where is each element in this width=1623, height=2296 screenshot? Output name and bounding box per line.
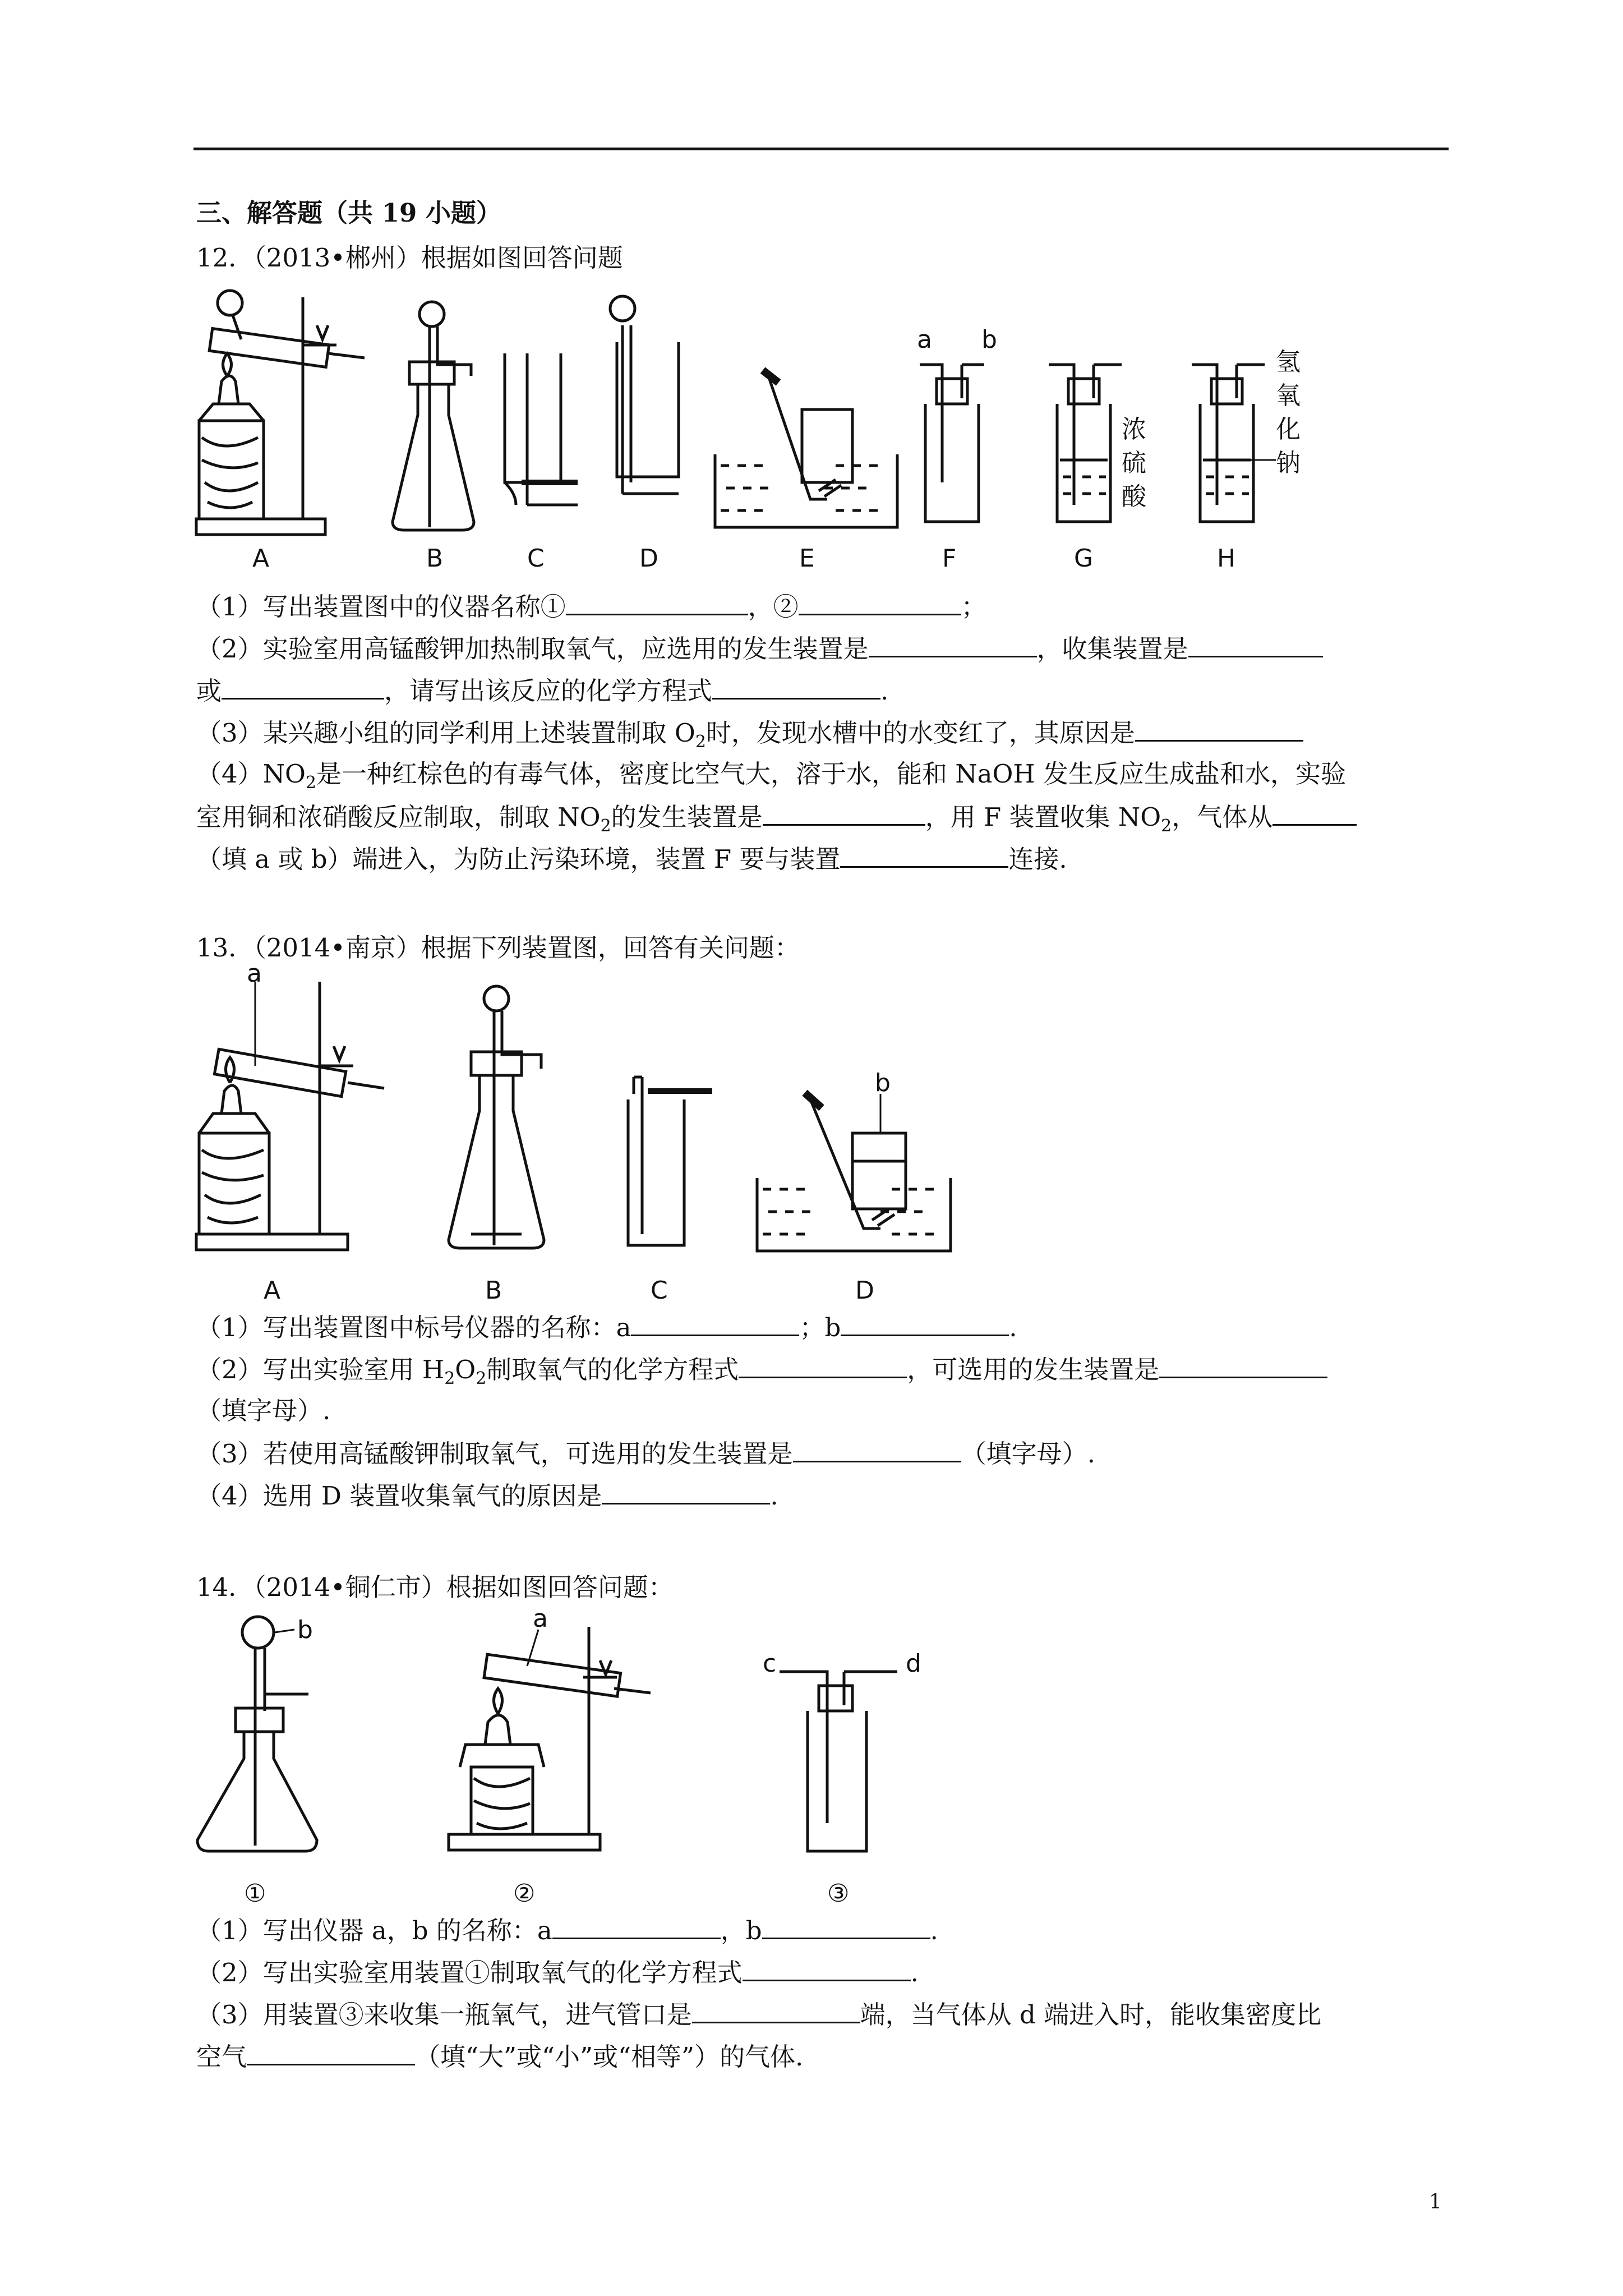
q12-blank-5[interactable] — [222, 673, 384, 700]
q12-h-char3: 化 — [1276, 415, 1301, 444]
q14-blank-2[interactable] — [762, 1913, 930, 1939]
q12-tag-b: b — [981, 325, 997, 354]
q12-apparatus-h — [1192, 365, 1276, 522]
page-number: 1 — [1429, 2191, 1442, 2214]
q13-apparatus-b — [449, 986, 544, 1248]
q14-label-3: ③ — [827, 1879, 850, 1908]
q13-tag-b: b — [875, 1069, 891, 1097]
q12-blank-8[interactable] — [763, 799, 925, 826]
q13-line4: （3）若使用高锰酸钾制取氧气，可选用的发生装置是 （填字母）. — [196, 1436, 1095, 1471]
q12-blank-4[interactable] — [1188, 631, 1323, 657]
q14-blank-3[interactable] — [743, 1955, 911, 1981]
q13-line3: （填字母）. — [196, 1396, 331, 1425]
header-rule — [193, 148, 1449, 150]
q12-apparatus-e — [715, 370, 897, 527]
q12-apparatus-c — [505, 353, 578, 505]
q12-blank-9[interactable] — [1272, 799, 1357, 826]
section-title: 三、解答题（共 19 小题） — [196, 198, 501, 228]
q12-apparatus-g — [1049, 365, 1122, 522]
q12-label-d: D — [639, 544, 658, 573]
q13-apparatus-a — [196, 982, 384, 1250]
q12-blank-10[interactable] — [840, 841, 1008, 868]
q12-line2: （2）实验室用高锰酸钾加热制取氧气，应选用的发生装置是 ，收集装置是 — [196, 631, 1323, 666]
q12-blank-1[interactable] — [566, 589, 748, 615]
q12-label-c: C — [527, 544, 545, 573]
q14-apparatus-1 — [197, 1617, 317, 1851]
q14-line3: （3）用装置③来收集一瓶氧气，进气管口是 端，当气体从 d 端进入时，能收集密度比 — [196, 1997, 1321, 2032]
q12-label-h: H — [1217, 544, 1236, 573]
q12-apparatus-d — [610, 296, 679, 494]
q12-blank-6[interactable] — [712, 673, 880, 700]
q13-line5: （4）选用 D 装置收集氧气的原因是 . — [196, 1478, 778, 1513]
q12-figure — [191, 292, 1424, 583]
q13-tag-a: a — [247, 959, 262, 988]
q12-line6: 室用铜和浓硝酸反应制取，制取 $NO_2$的发生装置是 ，用 F 装置收集 $NO_2$，气体从 — [196, 799, 1357, 834]
q14-tag-c: c — [763, 1649, 777, 1678]
q12-g-char2: 硫 — [1122, 449, 1146, 477]
q12-h-char4: 钠 — [1276, 449, 1301, 477]
q13-blank-6[interactable] — [602, 1478, 770, 1504]
q14-heading: 14．（2014•铜仁市）根据如图回答问题： — [196, 1572, 674, 1602]
q14-label-1: ① — [244, 1879, 266, 1908]
q13-label-c: C — [651, 1276, 668, 1305]
q12-label-e: E — [799, 544, 815, 573]
q14-blank-1[interactable] — [552, 1913, 721, 1939]
q12-label-a: A — [252, 544, 270, 573]
q13-blank-4[interactable] — [1159, 1352, 1327, 1378]
q13-blank-1[interactable] — [631, 1310, 799, 1336]
q12-apparatus-f — [920, 365, 984, 522]
q12-h-char1: 氢 — [1276, 348, 1301, 376]
q14-blank-4[interactable] — [692, 1997, 860, 2023]
q14-line1: （1）写出仪器 a，b 的名称：a ，b . — [196, 1913, 938, 1948]
q13-figure — [191, 959, 1088, 1313]
q12-g-char1: 浓 — [1122, 415, 1146, 444]
q14-line2: （2）写出实验室用装置①制取氧气的化学方程式 . — [196, 1955, 919, 1990]
q12-line1: （1）写出装置图中的仪器名称① ，② ； — [196, 589, 986, 624]
q12-line4: （3）某兴趣小组的同学利用上述装置制取 $O_2$时，发现水槽中的水变红了，其原因是 — [196, 715, 1303, 750]
q14-tag-b: b — [297, 1616, 313, 1644]
q13-blank-3[interactable] — [739, 1352, 907, 1378]
q12-apparatus-a — [196, 291, 365, 535]
q13-line2: （2）写出实验室用 $H_2O_2$制取氧气的化学方程式 ，可选用的发生装置是 — [196, 1352, 1327, 1387]
q13-apparatus-c — [628, 1077, 712, 1245]
q12-label-g: G — [1074, 544, 1094, 573]
q14-apparatus-2 — [449, 1627, 651, 1850]
q14-tag-d: d — [906, 1649, 921, 1678]
q12-heading: 12．（2013•郴州）根据如图回答问题 — [196, 243, 623, 273]
q13-label-a: A — [264, 1276, 281, 1305]
q13-line1: （1）写出装置图中标号仪器的名称：a ；b . — [196, 1310, 1017, 1345]
q12-blank-7[interactable] — [1135, 715, 1303, 742]
q14-tag-a: a — [533, 1604, 548, 1633]
q12-tag-a: a — [917, 325, 932, 354]
q13-heading: 13．（2014•南京）根据下列装置图，回答有关问题： — [196, 933, 800, 963]
q13-blank-5[interactable] — [793, 1436, 961, 1462]
q12-blank-3[interactable] — [869, 631, 1037, 657]
q12-blank-2[interactable] — [799, 589, 961, 615]
q12-label-b: B — [426, 544, 444, 573]
q12-line3: 或 ，请写出该反应的化学方程式 . — [196, 673, 888, 708]
q14-figure — [191, 1604, 976, 1918]
q13-label-d: D — [855, 1276, 874, 1305]
q12-label-f: F — [942, 544, 957, 573]
q12-apparatus-b — [393, 302, 474, 530]
q14-label-2: ② — [513, 1879, 536, 1908]
q12-line5: $(4)NO_2$是一种红棕色的有毒气体，密度比空气大，溶于水，能和 NaOH 发生反应生成盐和水，实验 — [196, 759, 1346, 793]
q14-line4: 空气 （填“大”或“小”或“相等”）的气体. — [196, 2039, 803, 2074]
q14-blank-5[interactable] — [247, 2039, 415, 2065]
q13-apparatus-d — [757, 1093, 951, 1251]
q14-apparatus-3 — [780, 1672, 897, 1851]
q12-h-char2: 氧 — [1276, 381, 1301, 410]
q13-label-b: B — [485, 1276, 502, 1305]
q12-line7: （填 a 或 b）端进入，为防止污染环境，装置 F 要与装置 连接. — [196, 841, 1067, 876]
q12-g-char3: 酸 — [1122, 482, 1146, 511]
q13-blank-2[interactable] — [841, 1310, 1009, 1336]
